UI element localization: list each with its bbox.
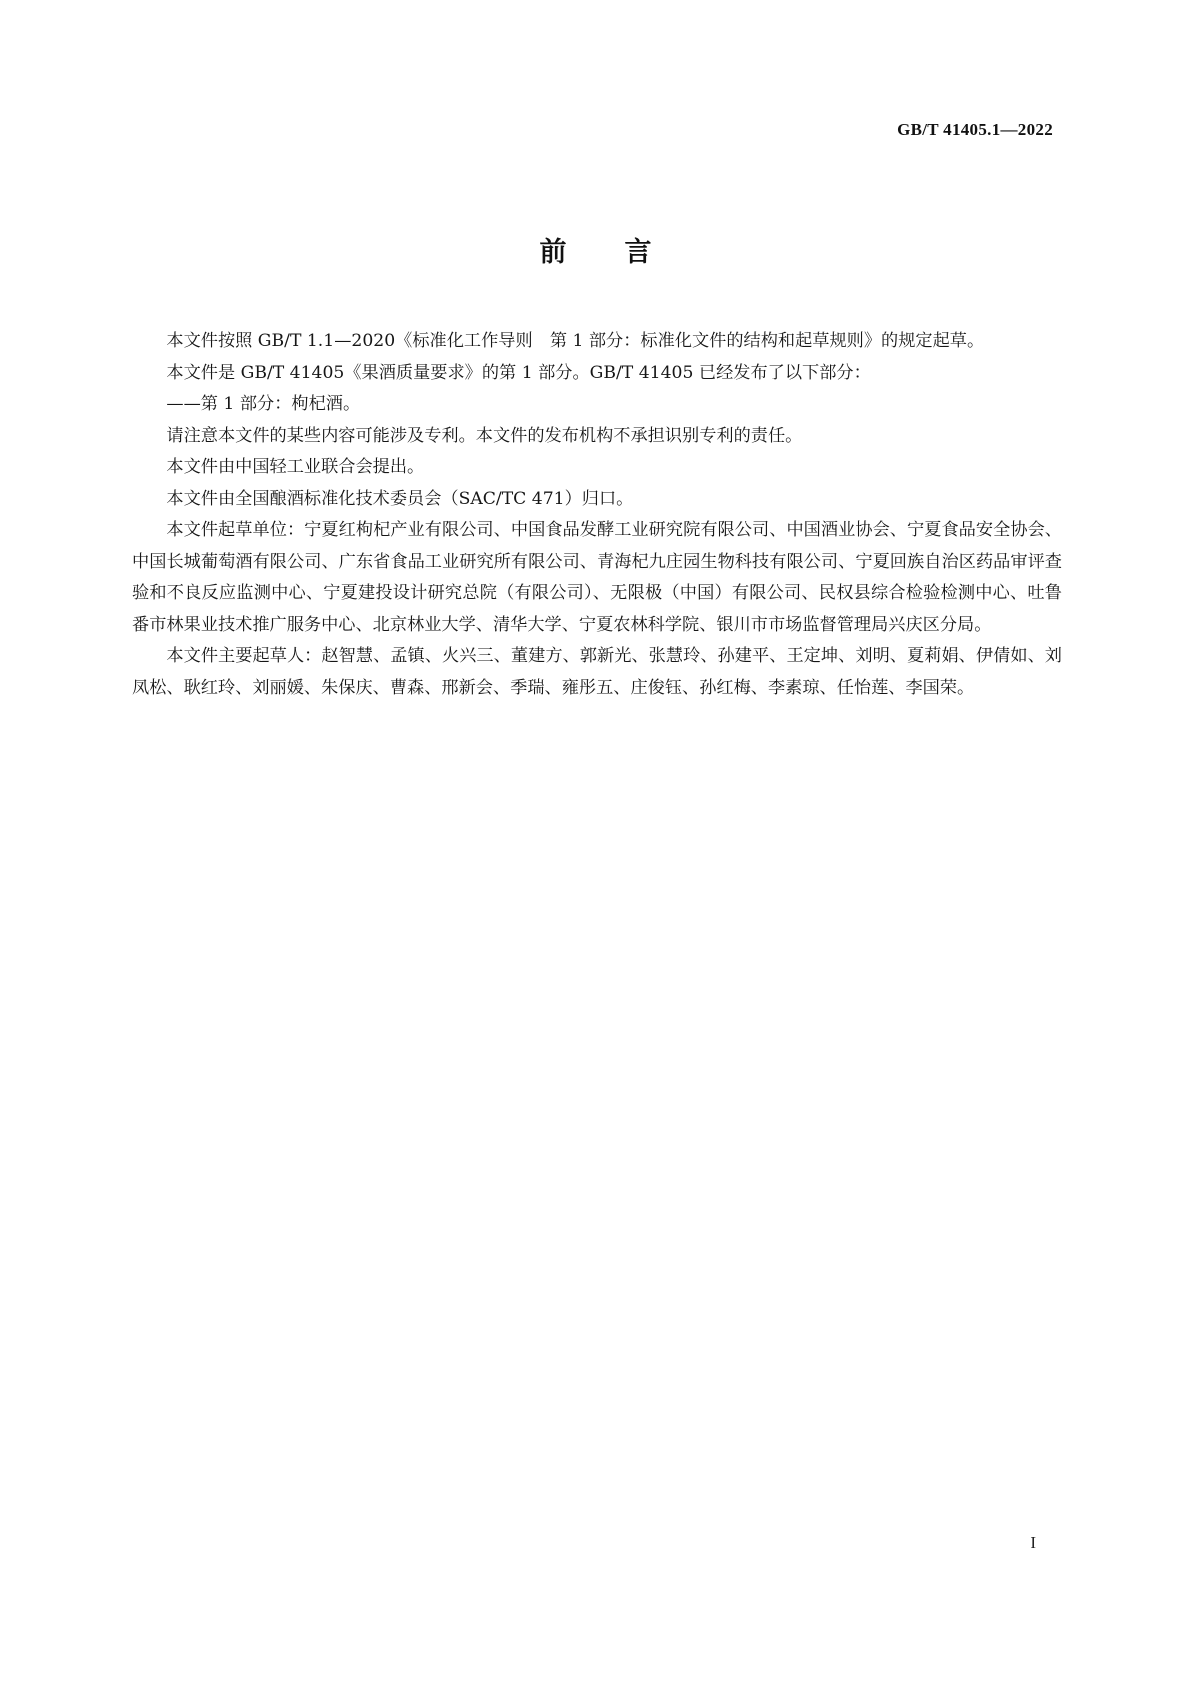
paragraph-patent-notice: 请注意本文件的某些内容可能涉及专利。本文件的发布机构不承担识别专利的责任。 [166, 425, 803, 446]
paragraph-drafting-units: 本文件起草单位：宁夏红枸杞产业有限公司、中国食品发酵工业研究院有限公司、中国酒业协会、宁夏食品安全协会、中国长城葡萄酒有限公司、广东省食品工业研究所有限公司、青海杞九庄园生物科技有限公司、宁夏回族自治区药品审评查验和不良反应监测中心、宁夏建投设计研究总院（有限公司）、无限极（中国）有限公司、民权县综合检验检测中心、吐鲁番市林果业技术推广服务中心、北京林业大学、清华大学、宁夏农林科学院、银川市市场监督管理局兴庆区分局。 [132, 520, 1062, 635]
foreword-body [132, 326, 1062, 704]
document-code: GB/T 41405.1—2022 [897, 120, 1053, 139]
paragraph-part-list-item: ——第 1 部分：枸杞酒。 [166, 394, 361, 414]
page-title: 前言 [539, 237, 710, 268]
paragraph-proposer: 本文件由中国轻工业联合会提出。 [166, 457, 425, 477]
paragraph-drafting-rules: 本文件按照 GB/T 1.1—2020《标准化工作导则 第 1 部分：标准化文件的结构和起草规则》的规定起草。 [166, 331, 985, 351]
paragraph-drafters: 本文件主要起草人：赵智慧、孟镇、火兴三、董建方、郭新光、张慧玲、孙建平、王定坤、刘明、夏莉娟、伊倩如、刘凤松、耿红玲、刘丽媛、朱保庆、曹森、邢新会、季瑞、雍彤五、庄俊钰、孙红梅、李素琼、任怡莲、李国荣。 [132, 646, 1062, 698]
paragraph-series-part: 本文件是 GB/T 41405《果酒质量要求》的第 1 部分。GB/T 41405 已经发布了以下部分： [166, 362, 871, 383]
paragraph-committee: 本文件由全国酿酒标准化技术委员会（SAC/TC 471）归口。 [166, 488, 634, 509]
page-number: I [1030, 1533, 1036, 1552]
